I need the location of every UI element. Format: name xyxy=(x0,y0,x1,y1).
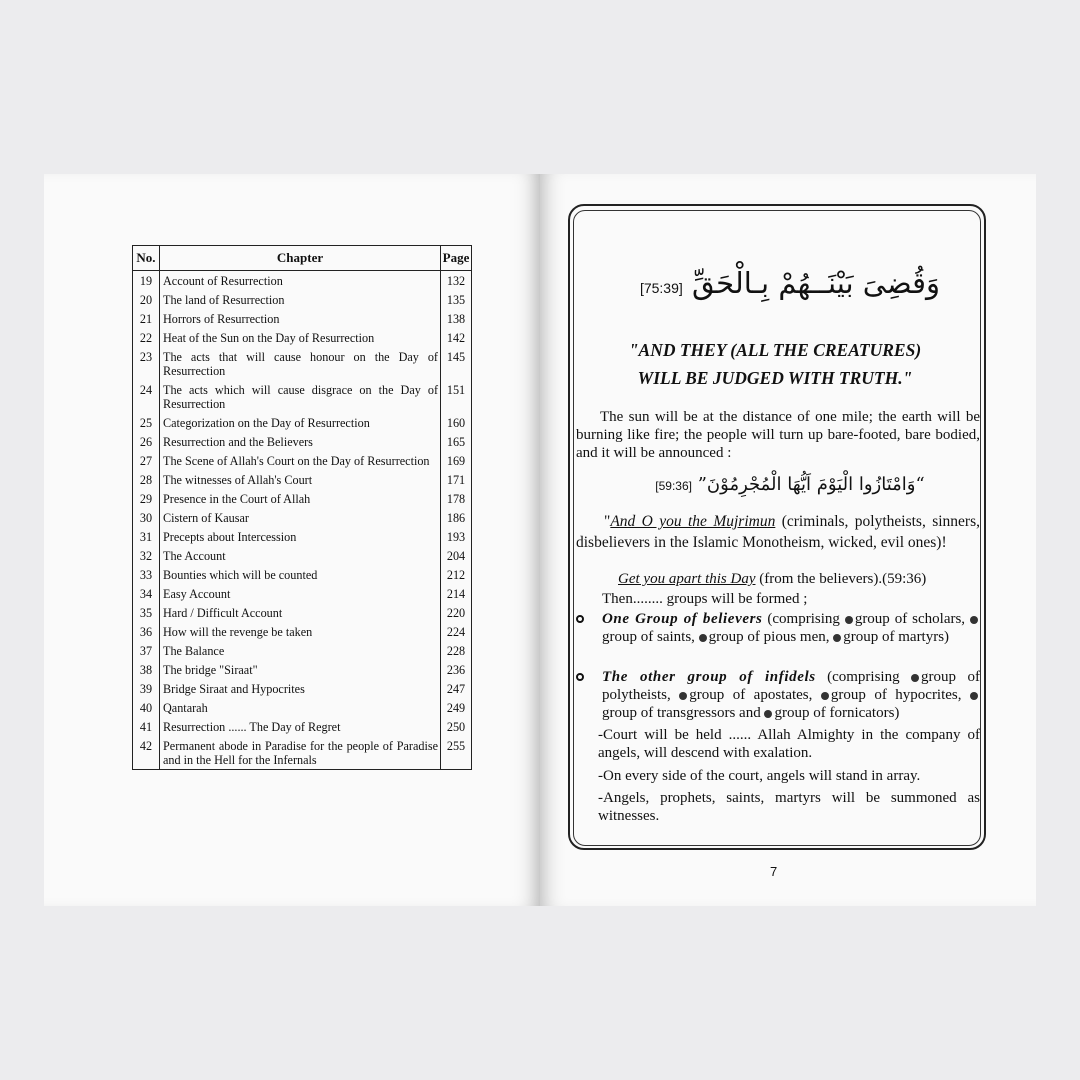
page-ref: 220 xyxy=(441,603,472,622)
group-infidels-open: (comprising xyxy=(815,669,912,685)
apart-rest: (from the believers).(59:36) xyxy=(755,571,927,587)
chapter-title: Resurrection and the Believers xyxy=(160,432,441,451)
chapter-title: Hard / Difficult Account xyxy=(160,603,441,622)
header-no: No. xyxy=(133,246,160,271)
book-spread xyxy=(44,174,1036,906)
row-number: 30 xyxy=(133,508,160,527)
table-row xyxy=(133,347,472,380)
page-ref: 228 xyxy=(441,641,472,660)
group-item: group of scholars, xyxy=(854,611,966,627)
header-chapter: Chapter xyxy=(160,246,441,271)
group-infidels-title: The other group of infidels xyxy=(602,669,816,685)
dot-icon xyxy=(970,616,978,624)
heading-line-2: WILL BE JUDGED WITH TRUTH." xyxy=(637,368,913,388)
contents-table-body xyxy=(133,271,472,770)
row-number: 23 xyxy=(133,347,160,380)
row-number: 31 xyxy=(133,527,160,546)
table-row xyxy=(133,508,472,527)
bullet-icon xyxy=(576,673,584,681)
chapter-title: Resurrection ...... The Day of Regret xyxy=(160,717,441,736)
page-ref: 142 xyxy=(441,328,472,347)
group-item: group of apostates, xyxy=(689,687,813,703)
arabic-verse: وَقُضِىَ بَيْنَــهُمْ بِـالْحَقِّ xyxy=(691,266,940,300)
dash-item-witnesses: -Angels, prophets, saints, martyrs will be summoned as witnesses. xyxy=(598,790,980,824)
page-ref: 247 xyxy=(441,679,472,698)
header-page: Page xyxy=(441,246,472,271)
row-number: 21 xyxy=(133,309,160,328)
chapter-title: Heat of the Sun on the Day of Resurrection xyxy=(160,328,441,347)
group-item: group of transgressors and xyxy=(602,705,761,721)
mujrimun-description: (criminals, polytheists, sinners, disbelievers in the Islamic Monotheism, wicked, evil ones)! xyxy=(576,513,981,551)
page-ref: 255 xyxy=(441,736,472,770)
dot-icon xyxy=(970,692,978,700)
page-number: 7 xyxy=(770,864,778,879)
group-item: group of martyrs) xyxy=(843,629,950,645)
arabic-quote: “وَامْتَازُوا الْيَوْمَ اَيُّهَا الْمُجْرِمُوْنَ” xyxy=(697,474,925,495)
row-number: 20 xyxy=(133,290,160,309)
row-number: 41 xyxy=(133,717,160,736)
table-row xyxy=(133,432,472,451)
table-row xyxy=(133,736,472,770)
row-number: 34 xyxy=(133,584,160,603)
page-ref: 249 xyxy=(441,698,472,717)
page-ref: 250 xyxy=(441,717,472,736)
dot-icon xyxy=(699,634,707,642)
underlined-apart: Get you apart this Day xyxy=(618,571,756,587)
chapter-title: The acts which will cause disgrace on the Day of Resurrection xyxy=(160,380,441,413)
chapter-title: The Balance xyxy=(160,641,441,660)
row-number: 32 xyxy=(133,546,160,565)
page-ref: 214 xyxy=(441,584,472,603)
table-row xyxy=(133,451,472,470)
row-number: 35 xyxy=(133,603,160,622)
table-row xyxy=(133,328,472,347)
table-row xyxy=(133,717,472,736)
arabic-verse-line xyxy=(610,266,940,300)
table-row xyxy=(133,546,472,565)
page-ref: 193 xyxy=(441,527,472,546)
group-believers-title: One Group of believers xyxy=(602,611,763,627)
group-item: group of saints, xyxy=(602,629,695,645)
chapter-title: Categorization on the Day of Resurrection xyxy=(160,413,441,432)
table-row xyxy=(133,380,472,413)
paragraph-apart xyxy=(576,570,980,588)
chapter-title: Account of Resurrection xyxy=(160,271,441,291)
chapter-title: Qantarah xyxy=(160,698,441,717)
table-row xyxy=(133,565,472,584)
chapter-title: Presence in the Court of Allah xyxy=(160,489,441,508)
page-ref: 138 xyxy=(441,309,472,328)
group-item: group of pious men, xyxy=(708,629,830,645)
table-row xyxy=(133,641,472,660)
row-number: 33 xyxy=(133,565,160,584)
page-ref: 132 xyxy=(441,271,472,291)
chapter-title: The land of Resurrection xyxy=(160,290,441,309)
row-number: 25 xyxy=(133,413,160,432)
page-ref: 160 xyxy=(441,413,472,432)
paragraph-mujrimun xyxy=(576,511,980,553)
page-ref: 236 xyxy=(441,660,472,679)
table-row xyxy=(133,309,472,328)
page-heading xyxy=(580,336,970,392)
underlined-mujrimun: And O you the Mujrimun xyxy=(610,513,776,530)
table-row xyxy=(133,290,472,309)
chapter-title: The acts that will cause honour on the Day of Resurrection xyxy=(160,347,441,380)
table-row xyxy=(133,679,472,698)
chapter-title: The Scene of Allah's Court on the Day of Resurrection xyxy=(160,451,441,470)
dot-icon xyxy=(764,710,772,718)
group-believers-open: (comprising xyxy=(762,611,845,627)
table-header-row xyxy=(133,246,472,271)
dash-item-angels: -On every side of the court, angels will stand in array. xyxy=(598,768,921,784)
chapter-title: Cistern of Kausar xyxy=(160,508,441,527)
page-ref: 178 xyxy=(441,489,472,508)
dot-icon xyxy=(821,692,829,700)
page-ref: 165 xyxy=(441,432,472,451)
bullet-icon xyxy=(576,615,584,623)
page-ref: 151 xyxy=(441,380,472,413)
chapter-title: How will the revenge be taken xyxy=(160,622,441,641)
table-row xyxy=(133,470,472,489)
table-row xyxy=(133,584,472,603)
page-ref: 224 xyxy=(441,622,472,641)
group-item: group of polytheists, xyxy=(602,669,980,703)
table-row xyxy=(133,660,472,679)
left-page xyxy=(44,174,540,906)
chapter-title: Horrors of Resurrection xyxy=(160,309,441,328)
row-number: 28 xyxy=(133,470,160,489)
row-number: 19 xyxy=(133,271,160,291)
right-page xyxy=(540,174,1036,906)
table-row xyxy=(133,527,472,546)
chapter-title: Bounties which will be counted xyxy=(160,565,441,584)
table-row xyxy=(133,698,472,717)
table-row xyxy=(133,489,472,508)
table-row xyxy=(133,622,472,641)
row-number: 22 xyxy=(133,328,160,347)
quote-mark: " xyxy=(604,513,611,530)
row-number: 38 xyxy=(133,660,160,679)
paragraph-groups: Then........ groups will be formed ; xyxy=(602,591,808,607)
chapter-title: Permanent abode in Paradise for the people of Paradise and in the Hell for the Infernals xyxy=(160,736,441,770)
paragraph-sun: The sun will be at the distance of one mile; the earth will be burning like fire; the people will turn up bare-footed, bare bodied, and it will be announced : xyxy=(576,409,980,461)
dot-icon xyxy=(845,616,853,624)
arabic-quote-line xyxy=(620,474,960,495)
chapter-title: Easy Account xyxy=(160,584,441,603)
row-number: 42 xyxy=(133,736,160,770)
table-row xyxy=(133,271,472,291)
page-ref: 171 xyxy=(441,470,472,489)
dot-icon xyxy=(911,674,919,682)
dash-item-court: -Court will be held ...... Allah Almighty in the company of angels, will descend with exalation. xyxy=(598,727,980,761)
quote-reference: [59:36] xyxy=(655,479,692,493)
dot-icon xyxy=(833,634,841,642)
chapter-title: Bridge Siraat and Hypocrites xyxy=(160,679,441,698)
page-ref: 135 xyxy=(441,290,472,309)
row-number: 39 xyxy=(133,679,160,698)
verse-reference: [75:39] xyxy=(639,280,683,296)
group-item: group of fornicators) xyxy=(774,705,900,721)
contents-table xyxy=(132,245,472,770)
heading-line-1: "AND THEY (ALL THE CREATURES) xyxy=(628,340,922,360)
dot-icon xyxy=(679,692,687,700)
row-number: 27 xyxy=(133,451,160,470)
page-ref: 204 xyxy=(441,546,472,565)
group-item: group of hypocrites, xyxy=(830,687,962,703)
row-number: 36 xyxy=(133,622,160,641)
chapter-title: Precepts about Intercession xyxy=(160,527,441,546)
page-ref: 145 xyxy=(441,347,472,380)
row-number: 26 xyxy=(133,432,160,451)
chapter-title: The bridge "Siraat" xyxy=(160,660,441,679)
row-number: 37 xyxy=(133,641,160,660)
group-believers xyxy=(602,610,980,646)
page-ref: 169 xyxy=(441,451,472,470)
chapter-title: The witnesses of Allah's Court xyxy=(160,470,441,489)
row-number: 40 xyxy=(133,698,160,717)
row-number: 24 xyxy=(133,380,160,413)
row-number: 29 xyxy=(133,489,160,508)
page-ref: 186 xyxy=(441,508,472,527)
table-row xyxy=(133,603,472,622)
table-row xyxy=(133,413,472,432)
page-ref: 212 xyxy=(441,565,472,584)
chapter-title: The Account xyxy=(160,546,441,565)
group-infidels xyxy=(602,668,980,722)
